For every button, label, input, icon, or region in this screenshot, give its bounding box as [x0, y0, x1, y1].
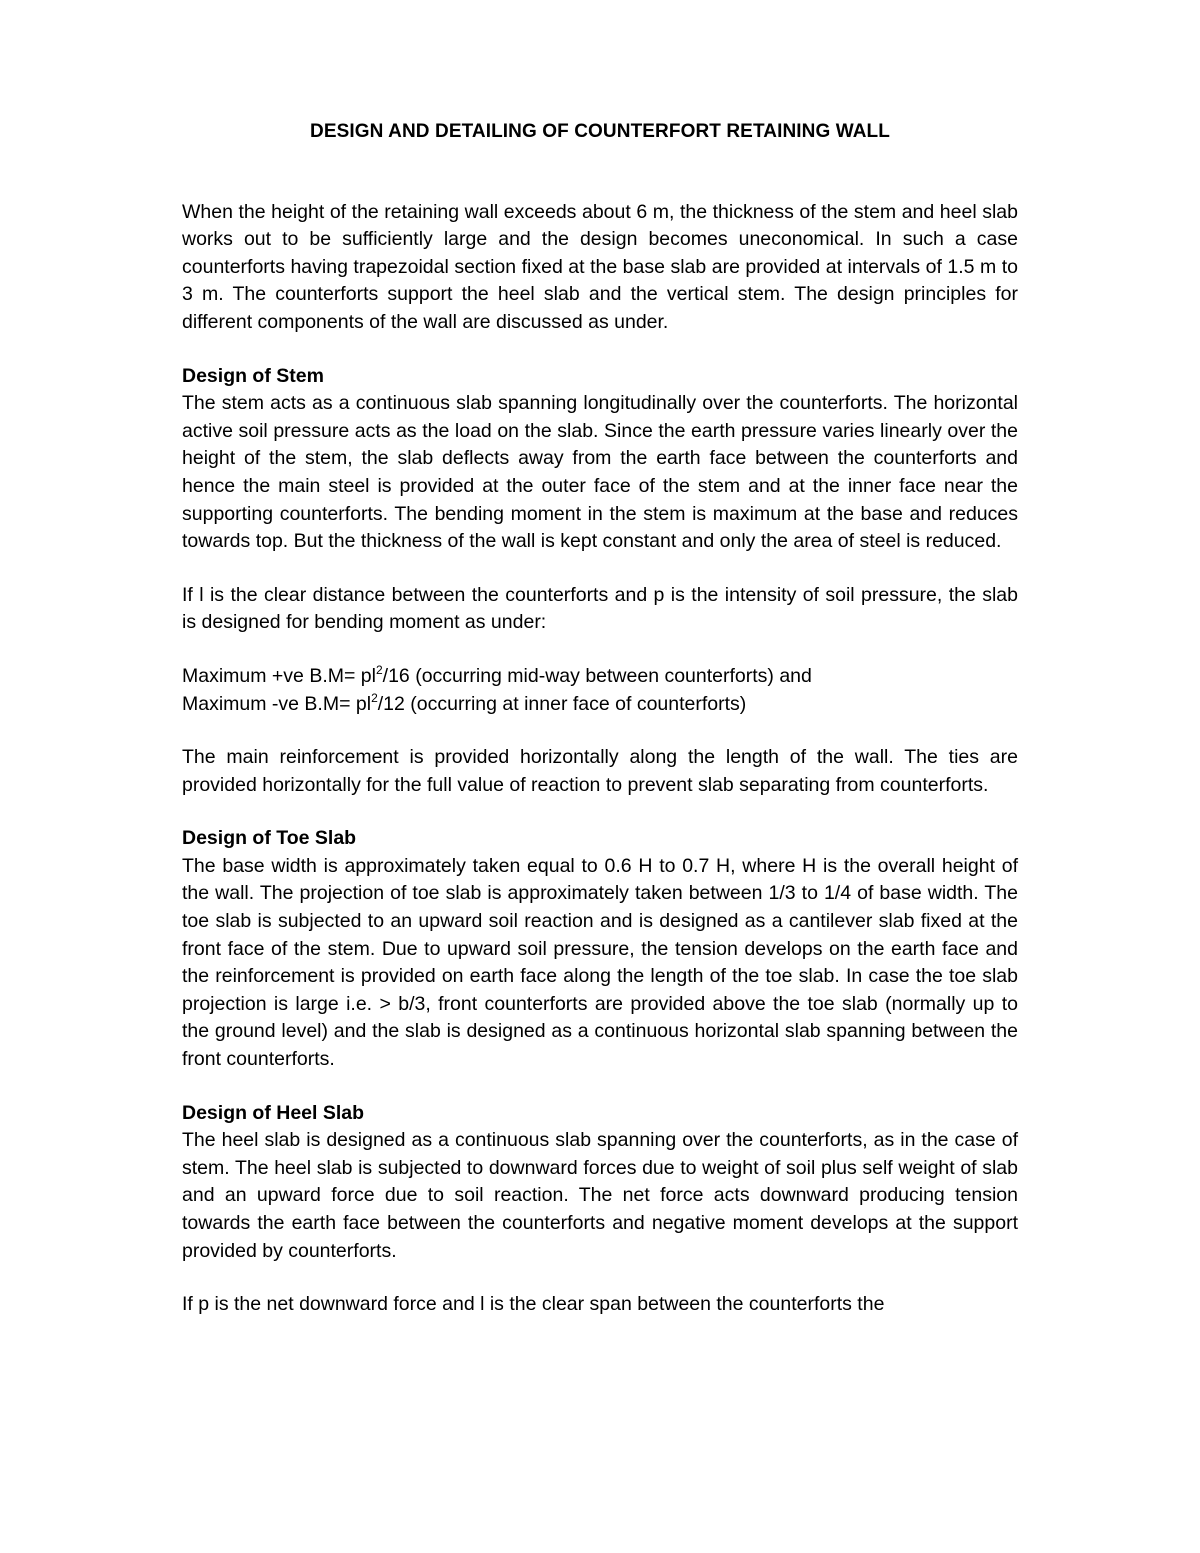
- equation-negative-moment: [182, 691, 1018, 719]
- eq1-superscript: 2: [375, 662, 383, 677]
- heading-design-of-heel-slab: Design of Heel Slab: [182, 1101, 365, 1124]
- reinforcement-paragraph: The main reinforcement is provided horizontally along the length of the wall. The ties are provided horizontally for the full value of reaction to prevent slab separating from counterforts.: [182, 746, 1018, 796]
- section-stem: [182, 363, 1018, 800]
- stem-paragraph: The stem acts as a continuous slab spanning longitudinally over the counterforts. The horizontal active soil pressure acts as the load on the slab. Since the earth pressure varies linearly over the height of the stem, the slab deflects away from the earth face between the counterforts and hence the main steel is provided at the outer face of the stem and at the inner face near the supporting counterforts. The bending moment in the stem is maximum at the base and reduces towards top. But the thickness of the wall is kept constant and only the area of steel is reduced.: [182, 392, 1018, 553]
- section-heel-slab: [182, 1100, 1018, 1319]
- eq2-suffix: /12 (occurring at inner face of counterforts): [377, 692, 747, 715]
- section-toe-slab: [182, 825, 1018, 1073]
- eq1-prefix: Maximum +ve B.M= pl: [182, 664, 376, 687]
- toe-slab-paragraph: The base width is approximately taken equal to 0.6 H to 0.7 H, where H is the overall height of the wall. The projection of toe slab is approximately taken between 1/3 to 1/4 of base width. The toe slab is subjected to an upward soil reaction and is designed as a cantilever slab fixed at the front face of the stem. Due to upward soil pressure, the tension develops on the earth face and the reinforcement is provided on earth face along the length of the toe slab. In case the toe slab projection is large i.e. > b/3, front counterforts are provided above the toe slab (normally up to the ground level) and the slab is designed as a continuous horizontal slab spanning between the front counterforts.: [182, 854, 1018, 1071]
- intro-paragraph: When the height of the retaining wall exceeds about 6 m, the thickness of the stem and heel slab works out to be sufficiently large and the design becomes uneconomical. In such a case counterforts having trapezoidal section fixed at the base slab are provided at intervals of 1.5 m to 3 m. The counterforts support the heel slab and the vertical stem. The design principles for different components of the wall are discussed as under.: [182, 200, 1018, 333]
- heading-design-of-toe-slab: Design of Toe Slab: [182, 827, 357, 850]
- heading-design-of-stem: Design of Stem: [182, 364, 324, 387]
- bending-moment-equations: [182, 663, 1018, 718]
- heel-slab-last-line: If p is the net downward force and l is the clear span between the counterforts the: [182, 1293, 885, 1316]
- eq1-suffix: /16 (occurring mid-way between counterforts) and: [382, 664, 812, 687]
- eq2-prefix: Maximum -ve B.M= pl: [182, 692, 372, 715]
- moment-intro-paragraph: If l is the clear distance between the counterforts and p is the intensity of soil pressure, the slab is designed for bending moment as under:: [182, 583, 1018, 634]
- heel-slab-paragraph: The heel slab is designed as a continuous slab spanning over the counterforts, as in the case of stem. The heel slab is subjected to downward forces due to weight of soil plus self weight of slab and an upward force due to soil reaction. The net force acts downward producing tension towards the earth face between the counterforts and negative moment develops at the support provided by counterforts.: [182, 1129, 1018, 1262]
- equation-positive-moment: [182, 663, 1018, 691]
- document-content: [182, 118, 1018, 1319]
- eq2-superscript: 2: [371, 690, 378, 705]
- document-title: DESIGN AND DETAILING OF COUNTERFORT RETAINING WALL: [310, 121, 890, 142]
